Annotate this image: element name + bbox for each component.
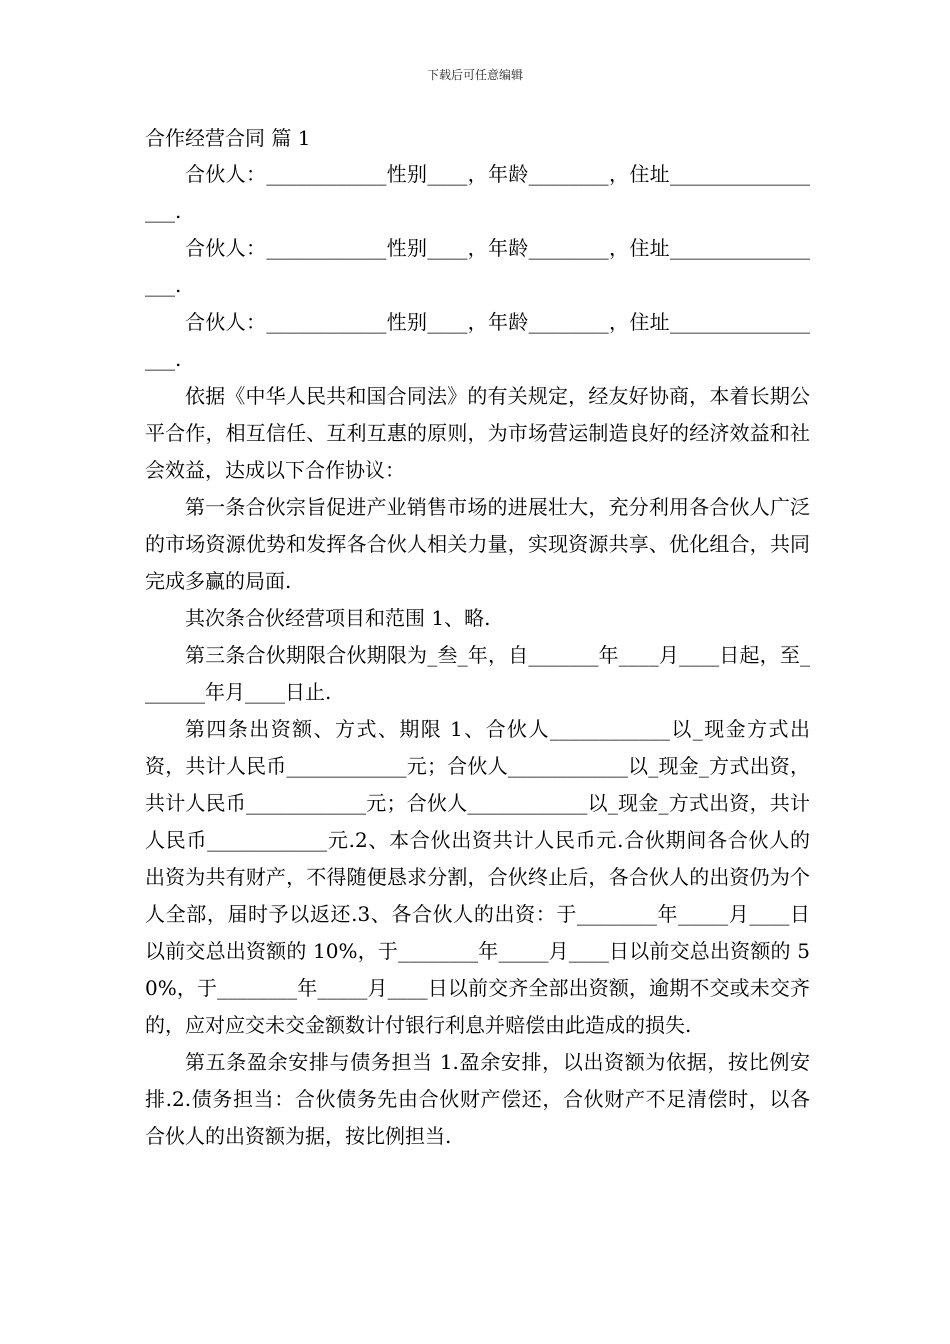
paragraph-article-2: 其次条合伙经营项目和范围 1、略. — [185, 606, 491, 630]
paragraph-partner-1: 合伙人：____________性别____，年龄________，住址_________________. — [145, 162, 810, 223]
paragraph-article-3: 第三条合伙期限合伙期限为_叁_年，自_______年____月____日起，至_______年月____日止. — [145, 643, 810, 704]
paragraph-partner-3: 合伙人：____________性别____，年龄________，住址_________________. — [145, 310, 810, 371]
paragraph-article-5: 第五条盈余安排与债务担当 1.盈余安排，以出资额为依据，按比例安排.2.债务担当：合伙债务先由合伙财产偿还，合伙财产不足清偿时，以各合伙人的出资额为据，按比例担当. — [145, 1050, 810, 1148]
document-title: 合作经营合同 篇 1 — [145, 126, 311, 150]
paragraph-article-4: 第四条出资额、方式、期限 1、合伙人____________以_现金方式出资，共计人民币____________元；合伙人____________以_现金_方式出资，共计人民币____________元；合伙人____________以_现金_方式出资，共计人民币____________元.2、本合伙出资共计人民币元.合伙期间各合伙人的出资为共有财产，不得随便恳求分割，合伙终止后，各合伙人的出资仍为个人全部，届时予以返还.3、各合伙人的出资：于________年_____月____日以前交总出资额的 10%，于________年_____月____日以前交总出资额的 50%，于________年_____月____日以前交齐全部出资额，逾期不交或未交齐的，应对应交未交金额数计付银行利息并赔偿由此造成的损失. — [145, 717, 810, 1037]
paragraph-preamble: 依据《中华人民共和国合同法》的有关规定，经友好协商，本着长期公平合作，相互信任、互利互惠的原则，为市场营运制造良好的经济效益和社会效益，达成以下合作协议： — [145, 384, 810, 482]
paragraph-article-1: 第一条合伙宗旨促进产业销售市场的进展壮大，充分利用各合伙人广泛的市场资源优势和发挥各合伙人相关力量，实现资源共享、优化组合，共同完成多赢的局面. — [145, 495, 810, 593]
paragraph-partner-2: 合伙人：____________性别____，年龄________，住址_________________. — [145, 236, 810, 297]
contract-body — [145, 156, 810, 1155]
header-note: 下载后可任意编辑 — [426, 68, 523, 82]
